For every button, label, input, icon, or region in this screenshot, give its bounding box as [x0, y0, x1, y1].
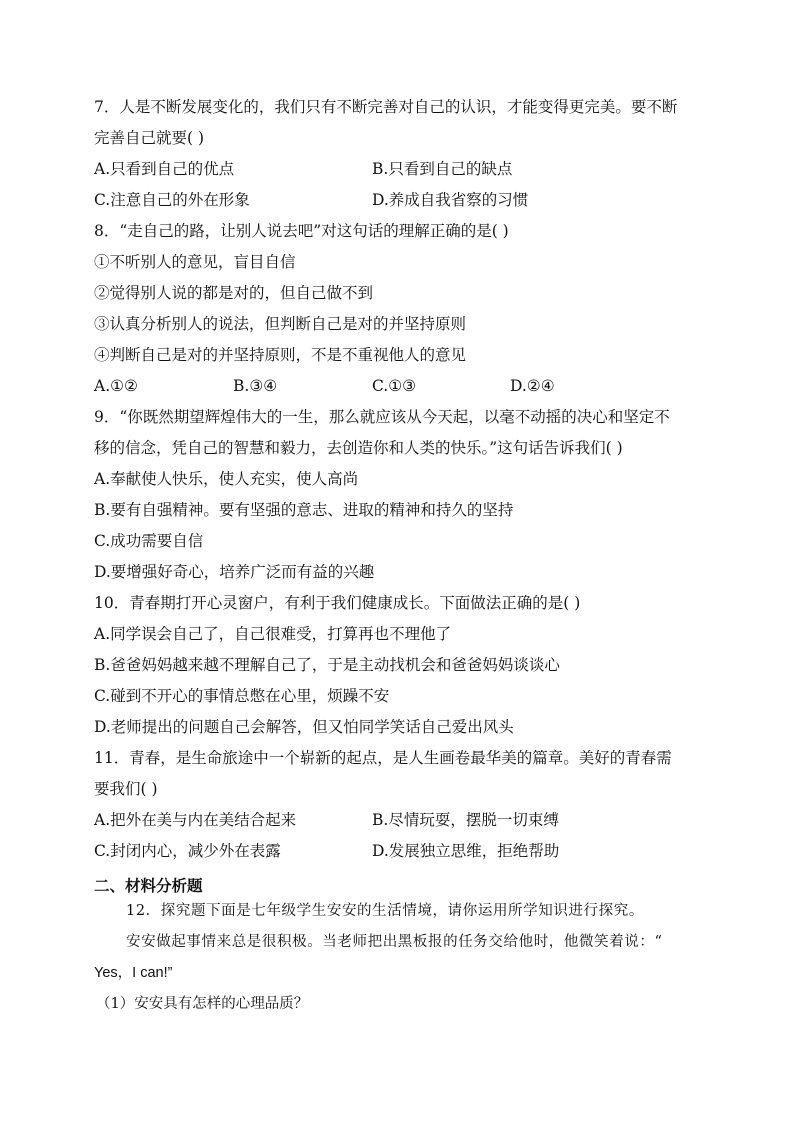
q7-option-d: D.养成自我省察的习惯	[372, 191, 529, 209]
q10-option-d: D.老师提出的问题自己会解答，但又怕同学笑话自己爱出风头	[94, 718, 514, 736]
q12-intro: 12．探究题下面是七年级学生安安的生活情境，请你运用所学知识进行探究。	[126, 903, 644, 919]
q12-subquestion-1: （1）安安具有怎样的心理品质？	[96, 996, 309, 1012]
q9-option-c: C.成功需要自信	[94, 532, 204, 550]
q7-stem-line2: 完善自己就要( )	[94, 129, 205, 147]
q11-stem-line2: 要我们( )	[94, 780, 158, 798]
q10-option-a: A.同学误会自己了，自己很难受，打算再也不理他了	[94, 625, 452, 643]
q8-statement-4: ④判断自己是对的并坚持原则，不是不重视他人的意见	[94, 346, 467, 364]
q12-material-line1: 安安做起事情来总是很积极。当老师把出黑板报的任务交给他时，他微笑着说：“	[126, 934, 663, 950]
q9-stem-line1: 9．“你既然期望辉煌伟大的一生，那么就应该从今天起，以毫不动摇的决心和坚定不	[94, 408, 670, 426]
q8-option-c: C.①③	[372, 377, 417, 395]
q7-option-b: B.只看到自己的缺点	[372, 160, 513, 178]
q7-option-c: C.注意自己的外在形象	[94, 191, 250, 209]
q8-option-a: A.①②	[94, 377, 138, 395]
q10-stem: 10．青春期打开心灵窗户，有利于我们健康成长。下面做法正确的是( )	[94, 594, 581, 612]
q8-statement-3: ③认真分析别人的说法，但判断自己是对的并坚持原则	[94, 315, 467, 333]
q11-option-b: B.尽情玩耍，摆脱一切束缚	[372, 811, 559, 829]
q8-statement-1: ①不听别人的意见，盲目自信	[94, 253, 296, 271]
section-title: 二、材料分析题	[94, 877, 203, 895]
q9-option-d: D.要增强好奇心，培养广泛而有益的兴趣	[94, 563, 375, 581]
q8-stem: 8．“走自己的路，让别人说去吧”对这句话的理解正确的是( )	[94, 222, 509, 240]
q7-stem-line1: 7．人是不断发展变化的，我们只有不断完善对自己的认识，才能变得更完美。要不断	[94, 98, 678, 116]
q8-option-d: D.②④	[510, 377, 555, 395]
q9-stem-line2: 移的信念，凭自己的智慧和毅力，去创造你和人类的快乐。”这句话告诉我们( )	[94, 439, 623, 457]
q10-option-b: B.爸爸妈妈越来越不理解自己了，于是主动找机会和爸爸妈妈谈谈心	[94, 656, 560, 674]
q7-option-a: A.只看到自己的优点	[94, 160, 235, 178]
q11-stem-line1: 11．青春，是生命旅途中一个崭新的起点，是人生画卷最华美的篇章。美好的青春需	[94, 749, 672, 767]
q9-option-b: B.要有自强精神。要有坚强的意志、进取的精神和持久的坚持	[94, 501, 514, 519]
q9-option-a: A.奉献使人快乐，使人充实，使人高尚	[94, 470, 359, 488]
q8-option-b: B.③④	[233, 377, 278, 395]
q8-statement-2: ②觉得别人说的都是对的，但自己做不到	[94, 284, 374, 302]
q11-option-a: A.把外在美与内在美结合起来	[94, 811, 297, 829]
q11-option-d: D.发展独立思维，拒绝帮助	[372, 842, 560, 860]
q12-material-line2: Yes，I can!”	[94, 965, 173, 981]
q10-option-c: C.碰到不开心的事情总憋在心里，烦躁不安	[94, 687, 390, 705]
q11-option-c: C.封闭内心，减少外在表露	[94, 842, 281, 860]
